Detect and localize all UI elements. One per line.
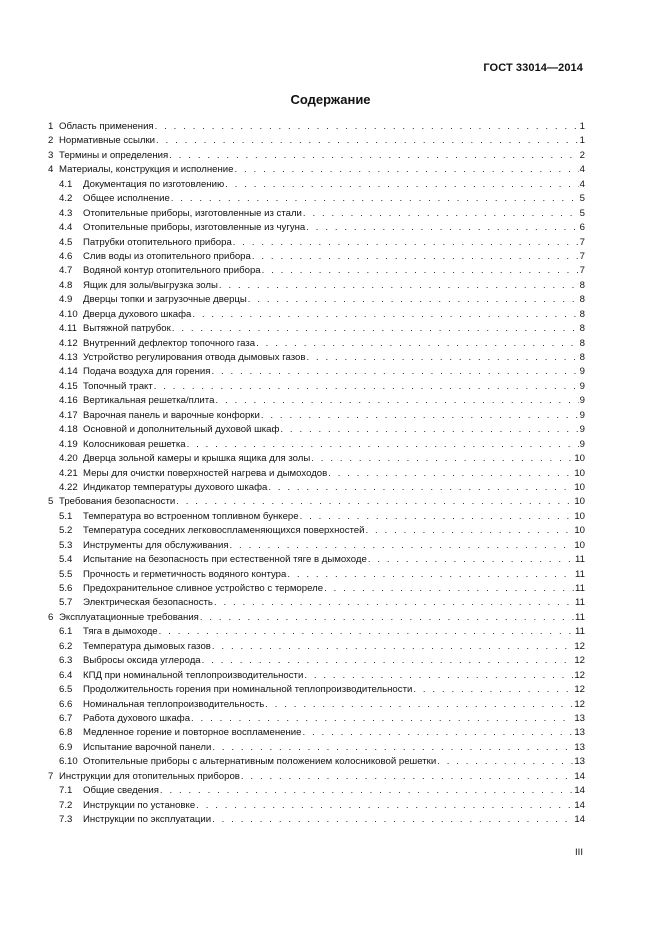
- toc-entry[interactable]: [48, 539, 585, 553]
- toc-entry-title: Эксплуатационные требования: [59, 611, 199, 623]
- toc-entry-title: Документация по изготовлению: [83, 178, 225, 190]
- toc-entry[interactable]: [48, 770, 585, 784]
- toc-entry-page: 8: [579, 294, 585, 306]
- toc-entry-title: Инструменты для обслуживания: [83, 539, 229, 551]
- toc-entry-title: Температура во встроенном топливном бункере: [83, 510, 299, 522]
- toc-entry[interactable]: [48, 380, 585, 394]
- toc-entry-title: Топочный тракт: [83, 380, 153, 392]
- toc-entry-title: Предохранительное сливное устройство с термореле: [83, 583, 324, 594]
- toc-entry[interactable]: [48, 394, 585, 408]
- toc-entry-number: 6.4: [59, 669, 73, 681]
- toc-leader-dots: [211, 365, 578, 379]
- toc-entry[interactable]: [48, 784, 585, 798]
- toc-entry-number: 6.8: [59, 727, 73, 739]
- toc-entry-page: 14: [574, 785, 585, 797]
- toc-entry-title: Инструкции по эксплуатации: [83, 814, 212, 825]
- toc-entry-page: 11: [575, 583, 585, 594]
- toc-entry-page: 8: [579, 337, 585, 349]
- toc-entry-number: 5: [48, 496, 54, 508]
- toc-entry-title: Внутренний дефлектор топочного газа: [83, 337, 256, 349]
- toc-entry-title: Отопительные приборы с альтернативным положением колосниковой решетки: [83, 756, 437, 768]
- toc-entry-title: Тяга в дымоходе: [83, 626, 158, 638]
- toc-entry-number: 4.6: [59, 250, 73, 262]
- toc-leader-dots: [215, 394, 578, 408]
- toc-entry-page: 10: [574, 496, 585, 508]
- toc-leader-dots: [212, 741, 573, 755]
- toc-entry-page: 10: [574, 467, 585, 479]
- toc-entry-number: 5.3: [59, 539, 73, 551]
- toc-entry-number: 6.7: [59, 712, 73, 724]
- toc-entry[interactable]: [48, 524, 585, 538]
- toc-entry-page: 13: [574, 712, 585, 724]
- toc-entry[interactable]: [48, 279, 585, 293]
- toc-entry-page: 1: [579, 121, 585, 132]
- toc-entry-title: Общее исполнение: [83, 193, 170, 205]
- toc-entry-title: Медленное горение и повторное воспламенение: [83, 727, 302, 739]
- toc-entry-page: 10: [574, 539, 585, 551]
- toc-leader-dots: [248, 293, 579, 307]
- toc-leader-dots: [328, 467, 573, 481]
- toc-entry[interactable]: [48, 163, 585, 177]
- toc-leader-dots: [437, 755, 573, 769]
- toc-entry-page: 5: [579, 193, 585, 205]
- toc-entry[interactable]: [48, 452, 585, 466]
- toc-entry[interactable]: [48, 582, 585, 596]
- toc-leader-dots: [159, 625, 574, 639]
- toc-entry-number: 7.1: [59, 785, 73, 797]
- toc-entry-title: КПД при номинальной теплопроизводительности: [83, 669, 304, 681]
- toc-leader-dots: [235, 163, 579, 177]
- toc-entry-title: Патрубки отопительного прибора: [83, 236, 232, 248]
- toc-leader-dots: [262, 264, 579, 278]
- toc-leader-dots: [256, 337, 579, 351]
- toc-entry-title: Ящик для золы/выгрузка золы: [83, 279, 218, 291]
- toc-entry-title: Основной и дополнительный духовой шкаф: [83, 424, 280, 436]
- toc-entry-page: 6: [579, 222, 585, 234]
- toc-entry[interactable]: [48, 120, 585, 134]
- toc-entry-number: 4.20: [59, 453, 78, 465]
- toc-entry[interactable]: [48, 250, 585, 264]
- toc-entry-title: Испытание на безопасность при естественной тяге в дымоходе: [83, 554, 367, 566]
- toc-leader-dots: [302, 726, 573, 740]
- toc-entry[interactable]: [48, 495, 585, 509]
- toc-entry[interactable]: [48, 553, 585, 567]
- toc-entry[interactable]: [48, 799, 585, 813]
- toc-entry-number: 6.9: [59, 741, 73, 753]
- toc-entry-page: 12: [574, 655, 585, 667]
- toc-entry-number: 4.17: [59, 409, 78, 421]
- toc-entry-title: Вертикальная решетка/плита: [83, 395, 215, 407]
- toc-entry-title: Прочность и герметичность водяного контура: [83, 568, 287, 580]
- toc-entry[interactable]: [48, 510, 585, 524]
- toc-leader-dots: [169, 149, 578, 163]
- toc-entry-page: 8: [579, 308, 585, 320]
- toc-leader-dots: [306, 221, 578, 235]
- toc-leader-dots: [268, 481, 573, 495]
- toc-entry[interactable]: [48, 438, 585, 452]
- toc-leader-dots: [303, 207, 579, 221]
- toc-entry-page: 8: [579, 352, 585, 363]
- toc-entry-page: 4: [579, 164, 585, 176]
- toc-entry-number: 4.9: [59, 294, 73, 306]
- toc-entry[interactable]: [48, 293, 585, 307]
- table-of-contents: [48, 120, 585, 827]
- toc-entry-number: 7: [48, 770, 54, 782]
- toc-entry-page: 2: [579, 149, 585, 161]
- toc-entry-number: 4.18: [59, 424, 78, 436]
- toc-entry[interactable]: [48, 221, 585, 235]
- toc-entry[interactable]: [48, 409, 585, 423]
- toc-entry[interactable]: [48, 351, 585, 365]
- toc-title: Содержание: [290, 92, 371, 107]
- toc-leader-dots: [304, 669, 573, 683]
- toc-entry-number: 6.1: [59, 626, 73, 638]
- toc-entry-title: Подача воздуха для горения: [83, 366, 211, 378]
- toc-entry-page: 10: [574, 453, 585, 465]
- toc-entry[interactable]: [48, 712, 585, 726]
- toc-leader-dots: [160, 784, 573, 798]
- toc-entry-page: 1: [579, 135, 585, 147]
- toc-entry-page: 11: [575, 611, 585, 623]
- toc-entry-number: 6.3: [59, 655, 73, 667]
- toc-entry-page: 9: [579, 424, 585, 436]
- toc-entry-number: 4.8: [59, 279, 73, 291]
- toc-entry-title: Меры для очистки поверхностей нагрева и дымоходов: [83, 467, 328, 479]
- toc-entry-title: Температура соседних легковоспламеняющихся поверхностей: [83, 525, 365, 537]
- toc-entry[interactable]: [48, 669, 585, 683]
- toc-entry-number: 4.12: [59, 337, 78, 349]
- toc-leader-dots: [196, 799, 573, 813]
- toc-entry-page: 14: [574, 814, 585, 825]
- toc-entry-page: 11: [575, 626, 585, 638]
- toc-entry[interactable]: [48, 365, 585, 379]
- toc-entry-page: 10: [574, 525, 585, 537]
- toc-entry[interactable]: [48, 611, 585, 625]
- toc-entry-number: 2: [48, 135, 54, 147]
- toc-entry-number: 4.19: [59, 438, 78, 450]
- toc-leader-dots: [261, 409, 579, 423]
- toc-entry-title: Испытание варочной панели: [83, 741, 212, 753]
- toc-entry-number: 5.4: [59, 554, 73, 566]
- page-number: III: [575, 847, 583, 858]
- toc-leader-dots: [225, 178, 579, 192]
- toc-entry-number: 4.5: [59, 236, 73, 248]
- toc-leader-dots: [172, 322, 579, 336]
- toc-entry-title: Дверца духового шкафа: [83, 308, 192, 320]
- toc-entry-title: Индикатор температуры духового шкафа: [83, 481, 268, 493]
- toc-entry-number: 6.10: [59, 756, 78, 768]
- toc-entry-title: Водяной контур отопительного прибора: [83, 265, 261, 277]
- toc-entry-number: 5.1: [59, 510, 73, 522]
- toc-entry-number: 4.3: [59, 207, 73, 219]
- toc-entry[interactable]: [48, 423, 585, 437]
- toc-leader-dots: [287, 568, 574, 582]
- toc-entry-title: Отопительные приборы, изготовленные из стали: [83, 207, 302, 219]
- toc-entry-page: 5: [579, 207, 585, 219]
- toc-entry-page: 8: [579, 323, 585, 335]
- toc-leader-dots: [191, 712, 573, 726]
- toc-leader-dots: [311, 452, 573, 466]
- toc-entry-number: 4.7: [59, 265, 73, 277]
- toc-entry-title: Дверцы топки и загрузочные дверцы: [83, 294, 247, 306]
- toc-entry[interactable]: [48, 813, 585, 827]
- toc-leader-dots: [155, 120, 579, 134]
- toc-entry[interactable]: [48, 596, 585, 610]
- toc-entry-title: Варочная панель и варочные конфорки: [83, 409, 260, 421]
- toc-entry-title: Продолжительность горения при номинальной теплопроизводительности: [83, 684, 413, 696]
- toc-entry-number: 4: [48, 164, 54, 176]
- toc-entry-page: 13: [574, 756, 585, 768]
- toc-entry[interactable]: [48, 698, 585, 712]
- toc-entry-page: 10: [574, 481, 585, 493]
- toc-leader-dots: [212, 813, 573, 827]
- toc-entry[interactable]: [48, 741, 585, 755]
- toc-leader-dots: [413, 683, 573, 697]
- toc-leader-dots: [192, 308, 578, 322]
- toc-entry-number: 1: [48, 121, 54, 132]
- toc-entry-number: 4.15: [59, 380, 78, 392]
- toc-entry[interactable]: [48, 755, 585, 769]
- toc-entry-number: 6.6: [59, 698, 73, 710]
- toc-entry-number: 6.2: [59, 640, 73, 652]
- toc-entry-title: Выбросы оксида углерода: [83, 655, 201, 667]
- toc-entry[interactable]: [48, 467, 585, 481]
- toc-entry-page: 14: [574, 799, 585, 811]
- toc-entry-page: 12: [574, 684, 585, 696]
- toc-entry-title: Номинальная теплопроизводительность: [83, 698, 265, 710]
- toc-entry-title: Слив воды из отопительного прибора: [83, 250, 251, 262]
- toc-entry-number: 3: [48, 149, 54, 161]
- toc-leader-dots: [154, 380, 579, 394]
- toc-leader-dots: [365, 524, 573, 538]
- toc-leader-dots: [171, 192, 579, 206]
- toc-entry-number: 4.21: [59, 467, 78, 479]
- toc-entry-title: Температура дымовых газов: [83, 640, 211, 652]
- toc-entry-number: 5.2: [59, 525, 73, 537]
- toc-leader-dots: [230, 539, 574, 553]
- toc-entry[interactable]: [48, 654, 585, 668]
- toc-leader-dots: [280, 423, 578, 437]
- toc-entry[interactable]: [48, 640, 585, 654]
- toc-entry-title: Вытяжной патрубок: [83, 323, 171, 335]
- toc-entry[interactable]: [48, 236, 585, 250]
- toc-entry-page: 4: [579, 178, 585, 190]
- toc-entry-number: 4.11: [59, 323, 77, 335]
- toc-leader-dots: [324, 582, 574, 596]
- toc-leader-dots: [200, 611, 574, 625]
- toc-entry-page: 12: [574, 640, 585, 652]
- toc-entry-page: 13: [574, 727, 585, 739]
- toc-entry[interactable]: [48, 568, 585, 582]
- toc-entry[interactable]: [48, 322, 585, 336]
- toc-entry-page: 9: [579, 366, 585, 378]
- toc-entry-number: 6.5: [59, 684, 73, 696]
- toc-entry-title: Устройство регулирования отвода дымовых газов: [83, 352, 306, 363]
- toc-entry-title: Колосниковая решетка: [83, 438, 186, 450]
- toc-entry-page: 12: [574, 669, 585, 681]
- toc-entry-page: 9: [579, 409, 585, 421]
- toc-entry-number: 5.7: [59, 597, 73, 609]
- toc-entry-number: 4.2: [59, 193, 73, 205]
- toc-entry-number: 5.6: [59, 583, 73, 594]
- toc-entry[interactable]: [48, 264, 585, 278]
- toc-leader-dots: [265, 698, 573, 712]
- toc-entry-title: Работа духового шкафа: [83, 712, 191, 724]
- toc-entry-title: Термины и определения: [59, 149, 169, 161]
- toc-entry-title: Нормативные ссылки: [59, 135, 156, 147]
- toc-entry[interactable]: [48, 134, 585, 148]
- toc-entry[interactable]: [48, 337, 585, 351]
- toc-entry-page: 13: [574, 741, 585, 753]
- toc-entry[interactable]: [48, 308, 585, 322]
- toc-entry-page: 9: [579, 380, 585, 392]
- toc-entry-title: Инструкции по установке: [83, 799, 196, 811]
- toc-entry-number: 5.5: [59, 568, 73, 580]
- toc-entry-title: Материалы, конструкция и исполнение: [59, 164, 234, 176]
- toc-entry-number: 4.10: [59, 308, 78, 320]
- toc-entry-page: 12: [574, 698, 585, 710]
- toc-entry-page: 7: [579, 236, 585, 248]
- toc-leader-dots: [212, 640, 573, 654]
- toc-entry[interactable]: [48, 726, 585, 740]
- toc-entry[interactable]: [48, 149, 585, 163]
- toc-entry-page: 11: [575, 597, 585, 609]
- toc-entry[interactable]: [48, 178, 585, 192]
- toc-entry-title: Инструкции для отопительных приборов: [59, 770, 240, 782]
- toc-entry-title: Требования безопасности: [59, 496, 176, 508]
- toc-leader-dots: [233, 236, 579, 250]
- toc-entry-page: 14: [574, 770, 585, 782]
- toc-entry-title: Область применения: [59, 121, 154, 132]
- toc-entry-page: 11: [575, 554, 585, 566]
- toc-entry-title: Отопительные приборы, изготовленные из чугуна: [83, 222, 306, 234]
- toc-leader-dots: [300, 510, 574, 524]
- toc-entry-number: 4.13: [59, 352, 78, 363]
- toc-entry-number: 7.2: [59, 799, 73, 811]
- toc-leader-dots: [176, 495, 573, 509]
- toc-entry-number: 4.1: [59, 178, 73, 190]
- toc-entry-number: 4.16: [59, 395, 78, 407]
- toc-leader-dots: [214, 596, 574, 610]
- toc-leader-dots: [241, 770, 573, 784]
- toc-entry[interactable]: [48, 192, 585, 206]
- toc-entry[interactable]: [48, 207, 585, 221]
- toc-entry-title: Электрическая безопасность: [83, 597, 213, 609]
- toc-leader-dots: [368, 553, 574, 567]
- toc-leader-dots: [202, 654, 574, 668]
- toc-entry-title: Общие сведения: [83, 785, 159, 797]
- toc-leader-dots: [156, 134, 579, 148]
- toc-leader-dots: [252, 250, 579, 264]
- toc-entry-page: 7: [579, 265, 585, 277]
- toc-entry-number: 4.22: [59, 481, 78, 493]
- toc-entry-page: 9: [579, 395, 585, 407]
- toc-entry-number: 4.4: [59, 222, 73, 234]
- toc-entry-page: 8: [579, 279, 585, 291]
- toc-entry-page: 9: [579, 438, 585, 450]
- toc-entry-number: 6: [48, 611, 54, 623]
- toc-entry-number: 7.3: [59, 814, 73, 825]
- toc-entry-page: 11: [575, 568, 585, 580]
- document-code: ГОСТ 33014—2014: [483, 62, 583, 74]
- toc-entry-page: 7: [579, 250, 585, 262]
- toc-leader-dots: [306, 351, 578, 365]
- toc-leader-dots: [187, 438, 579, 452]
- toc-leader-dots: [219, 279, 579, 293]
- toc-entry[interactable]: [48, 625, 585, 639]
- toc-entry-page: 10: [574, 510, 585, 522]
- toc-entry[interactable]: [48, 683, 585, 697]
- toc-entry[interactable]: [48, 481, 585, 495]
- toc-entry-number: 4.14: [59, 366, 78, 378]
- toc-entry-title: Дверца зольной камеры и крышка ящика для золы: [83, 453, 311, 465]
